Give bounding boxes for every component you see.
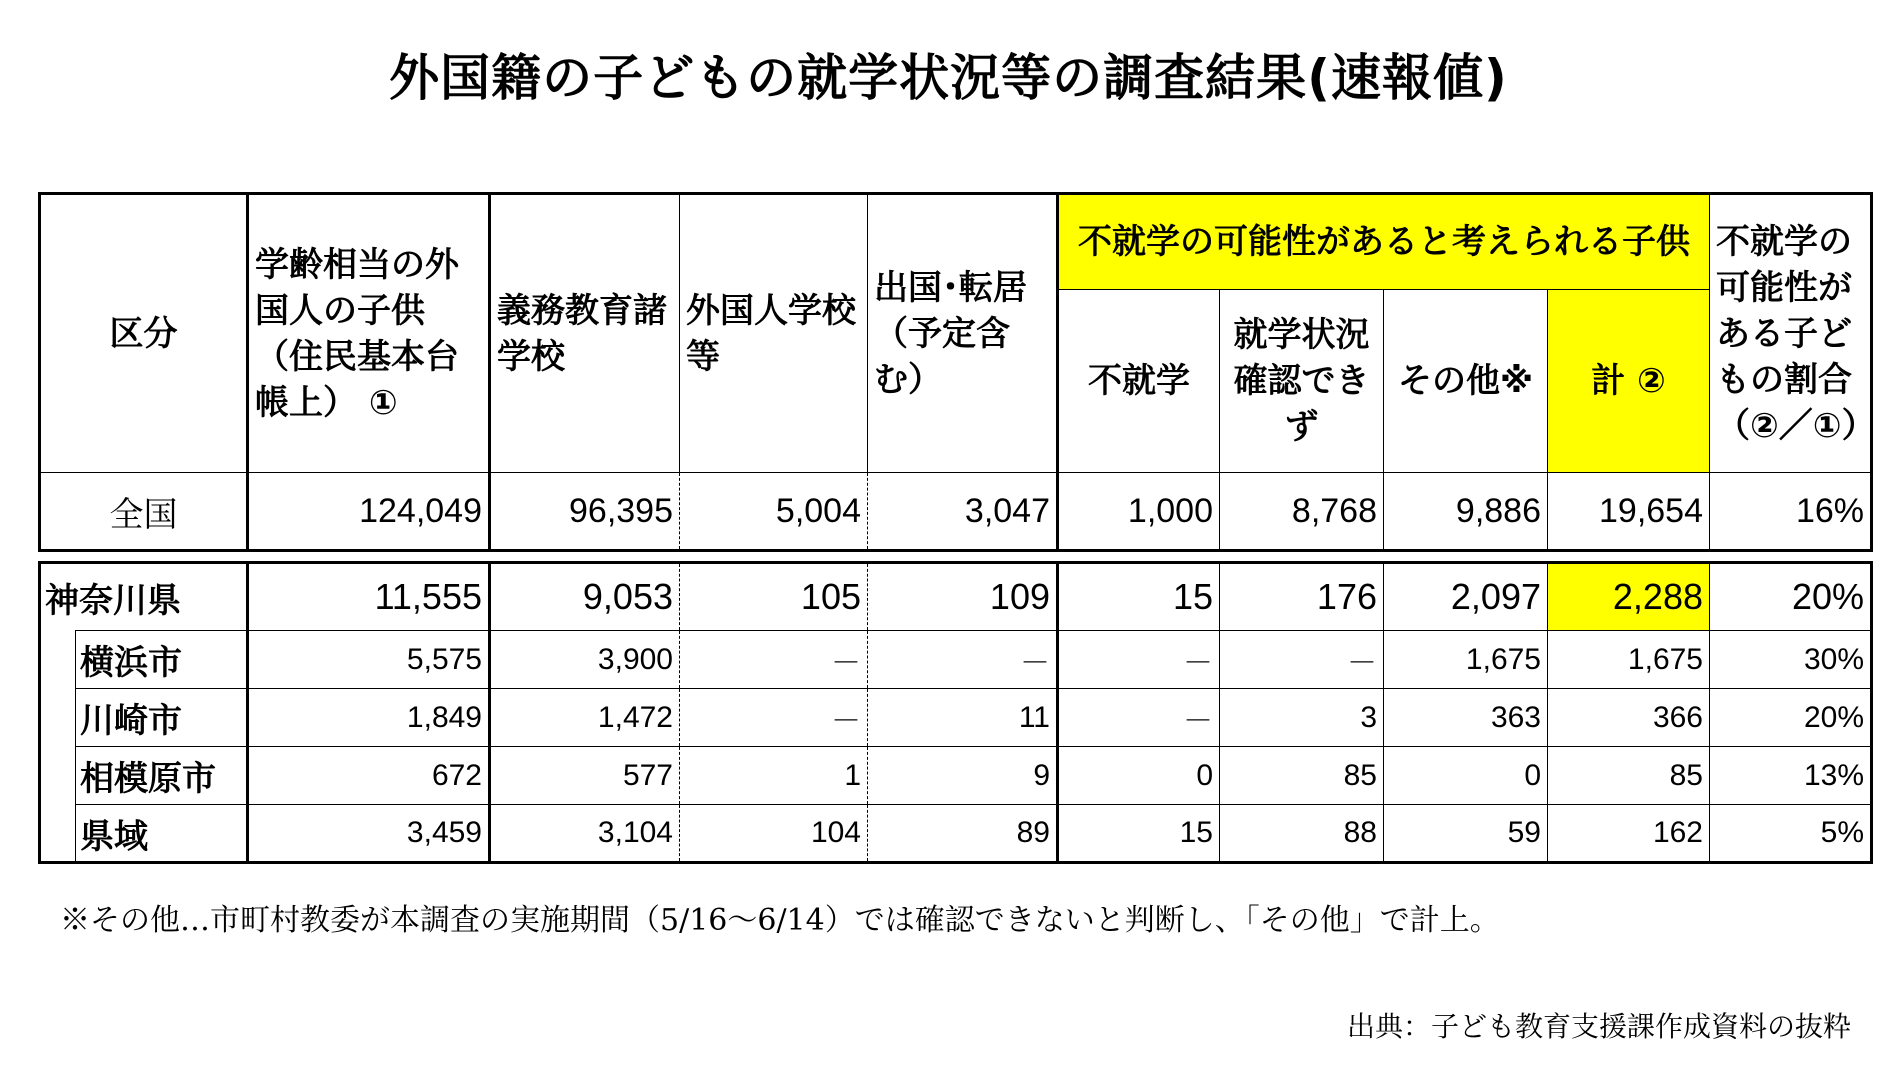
cell: 9,886 [1384,473,1548,551]
cell: 96,395 [490,473,680,551]
header-moved-out: 出国･転居（予定含む） [868,194,1058,473]
cell: － [1058,631,1220,689]
cell: 5,575 [248,631,490,689]
cell: 89 [868,805,1058,863]
header-row-top [40,194,1872,290]
survey-table [38,192,1876,864]
cell: 1,472 [490,689,680,747]
cell: 162 [1548,805,1710,863]
cell: 1,675 [1384,631,1548,689]
cell: 109 [868,563,1058,631]
cell: 2,097 [1384,563,1548,631]
cell: 15 [1058,563,1220,631]
source-credit: 出典：子ども教育支援課作成資料の抜粋 [1346,1010,1851,1043]
cell: 1,000 [1058,473,1220,551]
header-not-enrolled: 不就学 [1058,290,1220,473]
table-row-national [40,473,1872,551]
header-compulsory-schools: 義務教育諸学校 [490,194,680,473]
cell: 104 [680,805,868,863]
cell: 16% [1710,473,1872,551]
cell: 59 [1384,805,1548,863]
cell: 1,849 [248,689,490,747]
cell: 9 [868,747,1058,805]
indent-cell [40,747,76,805]
cell: 0 [1058,747,1220,805]
cell: － [680,631,868,689]
cell: 11 [868,689,1058,747]
cell: 124,049 [248,473,490,551]
cell: 85 [1220,747,1384,805]
table-row-kawasaki [40,689,1872,747]
table-row-kanagawa [40,563,1872,631]
cell: 11,555 [248,563,490,631]
header-school-age-children: 学齢相当の外国人の子供（住民基本台帳上） ① [248,194,490,473]
indent-cell [40,631,76,689]
cell: 0 [1384,747,1548,805]
row-label: 神奈川県 [40,563,248,631]
cell: 363 [1384,689,1548,747]
header-other: その他※ [1384,290,1548,473]
cell: 3,104 [490,805,680,863]
indent-cell [40,805,76,863]
row-label: 全国 [40,473,248,551]
table-row-yokohama [40,631,1872,689]
cell: 9,053 [490,563,680,631]
header-ratio: 不就学の可能性がある子どもの割合（②／①） [1710,194,1872,473]
cell: 30% [1710,631,1872,689]
header-total: 計 ② [1548,290,1710,473]
header-unconfirmed: 就学状況確認できず [1220,290,1384,473]
cell: － [680,689,868,747]
cell: 5,004 [680,473,868,551]
footnote: ※その他…市町村教委が本調査の実施期間（5/16～6/14）では確認できないと判断し、「その他」で計上。 [60,903,1500,938]
cell: 13% [1710,747,1872,805]
header-kubun: 区分 [40,194,248,473]
cell: 5% [1710,805,1872,863]
cell: 19,654 [1548,473,1710,551]
row-label: 相模原市 [76,747,248,805]
cell-highlighted: 2,288 [1548,563,1710,631]
cell: 672 [248,747,490,805]
table-row-prefectural-area [40,805,1872,863]
cell: 8,768 [1220,473,1384,551]
cell: 1 [680,747,868,805]
cell: 3,900 [490,631,680,689]
cell: 105 [680,563,868,631]
page-title: 外国籍の子どもの就学状況等の調査結果(速報値) [389,49,1508,107]
cell: 3,047 [868,473,1058,551]
cell: 1,675 [1548,631,1710,689]
cell: － [1058,689,1220,747]
indent-cell [40,689,76,747]
cell: 176 [1220,563,1384,631]
row-label: 県域 [76,805,248,863]
table-row-sagamihara [40,747,1872,805]
table-gap [40,551,1872,563]
cell: 88 [1220,805,1384,863]
row-label: 横浜市 [76,631,248,689]
cell: 577 [490,747,680,805]
cell: － [868,631,1058,689]
cell: 85 [1548,747,1710,805]
cell: 3,459 [248,805,490,863]
header-foreign-schools: 外国人学校等 [680,194,868,473]
row-label: 川崎市 [76,689,248,747]
cell: 366 [1548,689,1710,747]
cell: 20% [1710,563,1872,631]
cell: 3 [1220,689,1384,747]
cell: 20% [1710,689,1872,747]
header-group-possible-nonenrollment: 不就学の可能性があると考えられる子供 [1058,194,1710,290]
cell: 15 [1058,805,1220,863]
cell: － [1220,631,1384,689]
